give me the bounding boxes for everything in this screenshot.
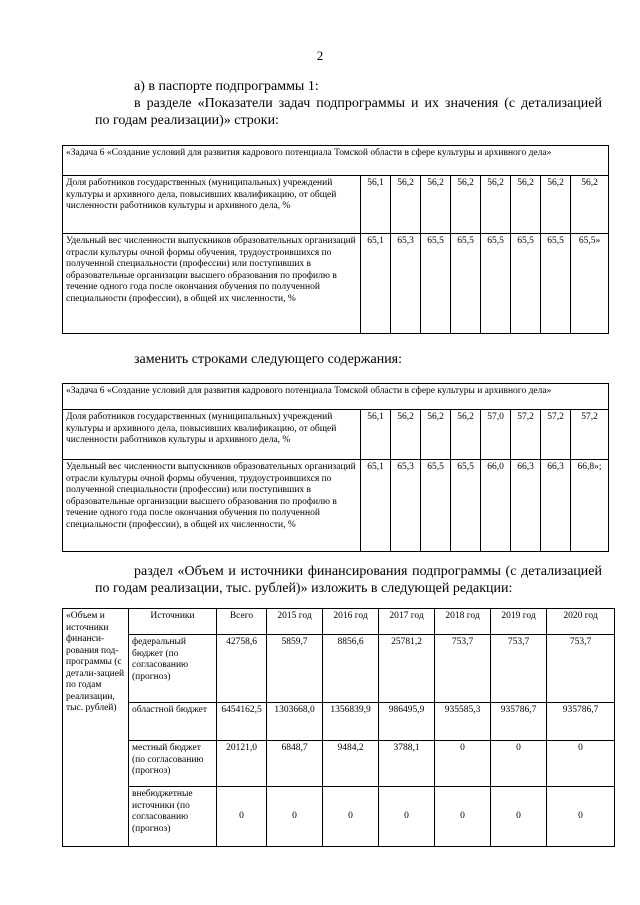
cell: 753,7 — [547, 635, 615, 703]
cell: 57,2 — [511, 410, 541, 460]
cell: 56,2 — [451, 410, 481, 460]
cell: 65,3 — [391, 460, 421, 552]
cell: 56,2 — [511, 176, 541, 234]
finance-table — [62, 608, 615, 847]
cell: 56,1 — [361, 176, 391, 234]
column-header: 2020 год — [547, 609, 615, 635]
cell: 935786,7 — [491, 703, 547, 741]
intro-line-2: в разделе «Показатели задач подпрограммы и их значения (с детализацией — [134, 96, 602, 111]
column-header: Всего — [217, 609, 267, 635]
cell: 65,5 — [451, 234, 481, 334]
cell: 8856,6 — [323, 635, 379, 703]
cell: 66,3 — [511, 460, 541, 552]
cell: 65,5 — [511, 234, 541, 334]
cell: 6848,7 — [267, 741, 323, 787]
cell: 65,5 — [421, 460, 451, 552]
old-task-header: «Задача 6 «Создание условий для развития кадрового потенциала Томской области в сфере культуры и архивного дела» — [63, 146, 609, 176]
cell: 3788,1 — [379, 741, 435, 787]
cell: 57,2 — [571, 410, 609, 460]
source-label: федеральный бюджет (по согласованию (прогноз) — [129, 635, 217, 703]
cell: 56,2 — [571, 176, 609, 234]
cell: 0 — [547, 787, 615, 847]
column-header: 2016 год — [323, 609, 379, 635]
indicators-table-new — [62, 383, 609, 552]
intro-line-1: а) в паспорте подпрограммы 1: — [134, 79, 319, 94]
source-label: местный бюджет (по согласованию (прогноз) — [129, 741, 217, 787]
table-row — [63, 234, 609, 334]
cell: 0 — [435, 741, 491, 787]
intro-line-3: по годам реализации)» строки: — [95, 113, 279, 128]
old-row-1-label: Доля работников государственных (муниципальных) учреждений культуры и архивного дела, повысивших квалификацию, от общей численности работников культуры и архивного дела, % — [63, 176, 361, 234]
source-label: областной бюджет — [129, 703, 217, 741]
cell: 5859,7 — [267, 635, 323, 703]
cell: 0 — [323, 787, 379, 847]
column-header: 2015 год — [267, 609, 323, 635]
new-row-2-label: Удельный вес численности выпускников образовательных организаций отрасли культуры очной формы обучения, трудоустроившихся по полученной специальности (профессии) или поступивших в образовательные организации высшего образования по профилю в течение одного года после окончания обучения по полученной специальности (профессии), в общей их численности, % — [63, 460, 361, 552]
cell: 935786,7 — [547, 703, 615, 741]
finance-row-header: «Объем и источники финанси-рования под-программы (с детали-зацией по годам реализации, тыс. рублей) — [63, 609, 129, 847]
page-number: 2 — [316, 48, 324, 63]
cell: 56,2 — [541, 176, 571, 234]
cell: 66,0 — [481, 460, 511, 552]
table-row — [63, 787, 615, 847]
cell: 1303668,0 — [267, 703, 323, 741]
cell: 753,7 — [491, 635, 547, 703]
cell: 20121,0 — [217, 741, 267, 787]
cell: 66,3 — [541, 460, 571, 552]
cell: 986495,9 — [379, 703, 435, 741]
new-task-header: «Задача 6 «Создание условий для развития кадрового потенциала Томской области в сфере культуры и архивного дела» — [63, 384, 609, 410]
column-header: Источники — [129, 609, 217, 635]
cell: 65,5 — [421, 234, 451, 334]
replace-text: заменить строками следующего содержания: — [134, 352, 403, 367]
column-header: 2018 год — [435, 609, 491, 635]
cell: 57,2 — [541, 410, 571, 460]
cell: 42758,6 — [217, 635, 267, 703]
cell: 0 — [491, 787, 547, 847]
cell: 65,1 — [361, 460, 391, 552]
column-header: 2019 год — [491, 609, 547, 635]
cell: 65,5 — [481, 234, 511, 334]
table-row — [63, 741, 615, 787]
cell: 56,2 — [421, 176, 451, 234]
cell: 6454162,5 — [217, 703, 267, 741]
source-label: внебюджетные источники (по согласованию (прогноз) — [129, 787, 217, 847]
cell: 753,7 — [435, 635, 491, 703]
cell: 0 — [217, 787, 267, 847]
cell: 56,2 — [421, 410, 451, 460]
cell: 0 — [491, 741, 547, 787]
table-row — [63, 176, 609, 234]
cell: 0 — [435, 787, 491, 847]
cell: 66,8»; — [571, 460, 609, 552]
table-row — [63, 703, 615, 741]
old-row-2-label: Удельный вес численности выпускников образовательных организаций отрасли культуры очной формы обучения, трудоустроившихся по полученной специальности (профессии) или поступивших в образовательные организации высшего образования по профилю в течение одного года после окончания обучения по полученной специальности (профессии), в общей их численности, % — [63, 234, 361, 334]
cell: 1356839,9 — [323, 703, 379, 741]
cell: 56,1 — [361, 410, 391, 460]
cell: 56,2 — [451, 176, 481, 234]
cell: 65,1 — [361, 234, 391, 334]
cell: 57,0 — [481, 410, 511, 460]
cell: 56,2 — [391, 176, 421, 234]
cell: 25781,2 — [379, 635, 435, 703]
cell: 9484,2 — [323, 741, 379, 787]
indicators-table-old — [62, 145, 609, 334]
new-row-1-label: Доля работников государственных (муниципальных) учреждений культуры и архивного дела, повысивших квалификацию, от общей численности работников культуры и архивного дела, % — [63, 410, 361, 460]
section-line-1: раздел «Объем и источники финансирования подпрограммы (с детализацией — [134, 564, 602, 579]
cell: 0 — [547, 741, 615, 787]
cell: 56,2 — [391, 410, 421, 460]
table-row — [63, 410, 609, 460]
cell: 0 — [379, 787, 435, 847]
cell: 65,3 — [391, 234, 421, 334]
cell: 0 — [267, 787, 323, 847]
cell: 65,5 — [451, 460, 481, 552]
table-row — [63, 460, 609, 552]
cell: 65,5 — [541, 234, 571, 334]
cell: 56,2 — [481, 176, 511, 234]
column-header: 2017 год — [379, 609, 435, 635]
table-row — [63, 635, 615, 703]
cell: 935585,3 — [435, 703, 491, 741]
cell: 65,5» — [571, 234, 609, 334]
section-line-2: по годам реализации, тыс. рублей)» изложить в следующей редакции: — [95, 581, 513, 596]
